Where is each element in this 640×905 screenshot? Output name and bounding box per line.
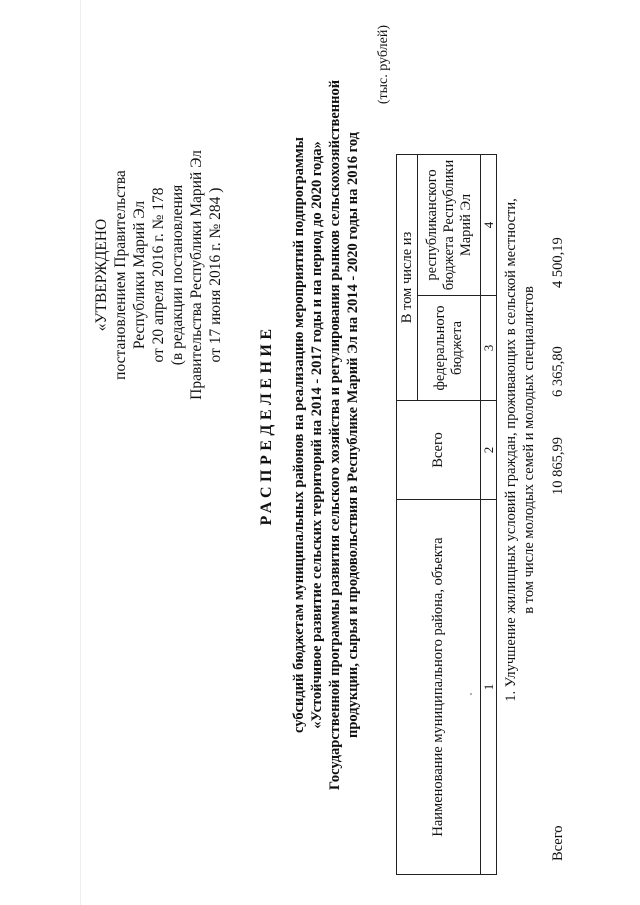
approval-line: постановлением Правительства — [112, 170, 129, 380]
scan-artifact-dot — [470, 693, 472, 695]
scan-artifact-line — [80, 0, 81, 905]
header-federal: федерального бюджета — [418, 296, 481, 401]
section-heading-line: 1. Улучшение жилищных условий граждан, проживающих в сельской местности, — [503, 198, 519, 702]
subtitle-line: продукции, сырья и продовольствия в Республике Марий Эл на 2014 - 2020 годы на 2016 год — [345, 132, 361, 738]
column-number: 1 — [481, 500, 497, 875]
document-subtitle — [290, 25, 362, 845]
column-number-row — [481, 155, 497, 875]
table-header-row — [397, 155, 418, 875]
column-number: 2 — [481, 401, 497, 500]
total-row-republic: 4 500,19 — [550, 237, 566, 288]
subsidy-table — [396, 154, 497, 875]
header-name: Наименование муниципального района, объекта — [397, 500, 481, 875]
subtitle-line: субсидий бюджетам муниципальных районов на реализацию мероприятий подпрограммы — [291, 137, 307, 733]
subtitle-line: Государственной программы развития сельского хозяйства и регулирования рынков сельскохозяйственной — [327, 79, 343, 791]
approval-line: от 20 апреля 2016 г. № 178 — [150, 187, 167, 363]
total-row-federal: 6 365,80 — [550, 346, 566, 397]
header-including: В том числе из — [397, 155, 418, 401]
section-heading — [502, 25, 538, 875]
approval-line: Республики Марий Эл — [131, 200, 148, 350]
header-republic: республиканского бюджета Республики Марий Эл — [418, 155, 481, 296]
approval-line: (в редакции постановления — [169, 184, 186, 366]
column-number: 4 — [481, 155, 497, 296]
total-row-all: 10 865,99 — [550, 437, 566, 495]
document-title: РАСПРЕДЕЛЕНИЕ — [258, 324, 275, 526]
approval-stamp-block — [92, 125, 225, 425]
approval-line: Правительства Республики Марий Эл — [188, 150, 205, 400]
header-total: Всего — [397, 401, 481, 500]
approval-line: «УТВЕРЖДЕНО — [93, 218, 110, 332]
section-heading-line: в том числе молодых семей и молодых специалистов — [521, 286, 537, 614]
subtitle-line: «Устойчивое развитие сельских территорий на 2014 - 2017 годы и на период до 2020 года» — [309, 141, 325, 729]
approval-line: от 17 июня 2016 г. № 284 ) — [207, 187, 224, 363]
units-label: (тыс. рублей) — [376, 25, 391, 105]
column-number: 3 — [481, 296, 497, 401]
total-row-label: Всего — [550, 825, 566, 861]
